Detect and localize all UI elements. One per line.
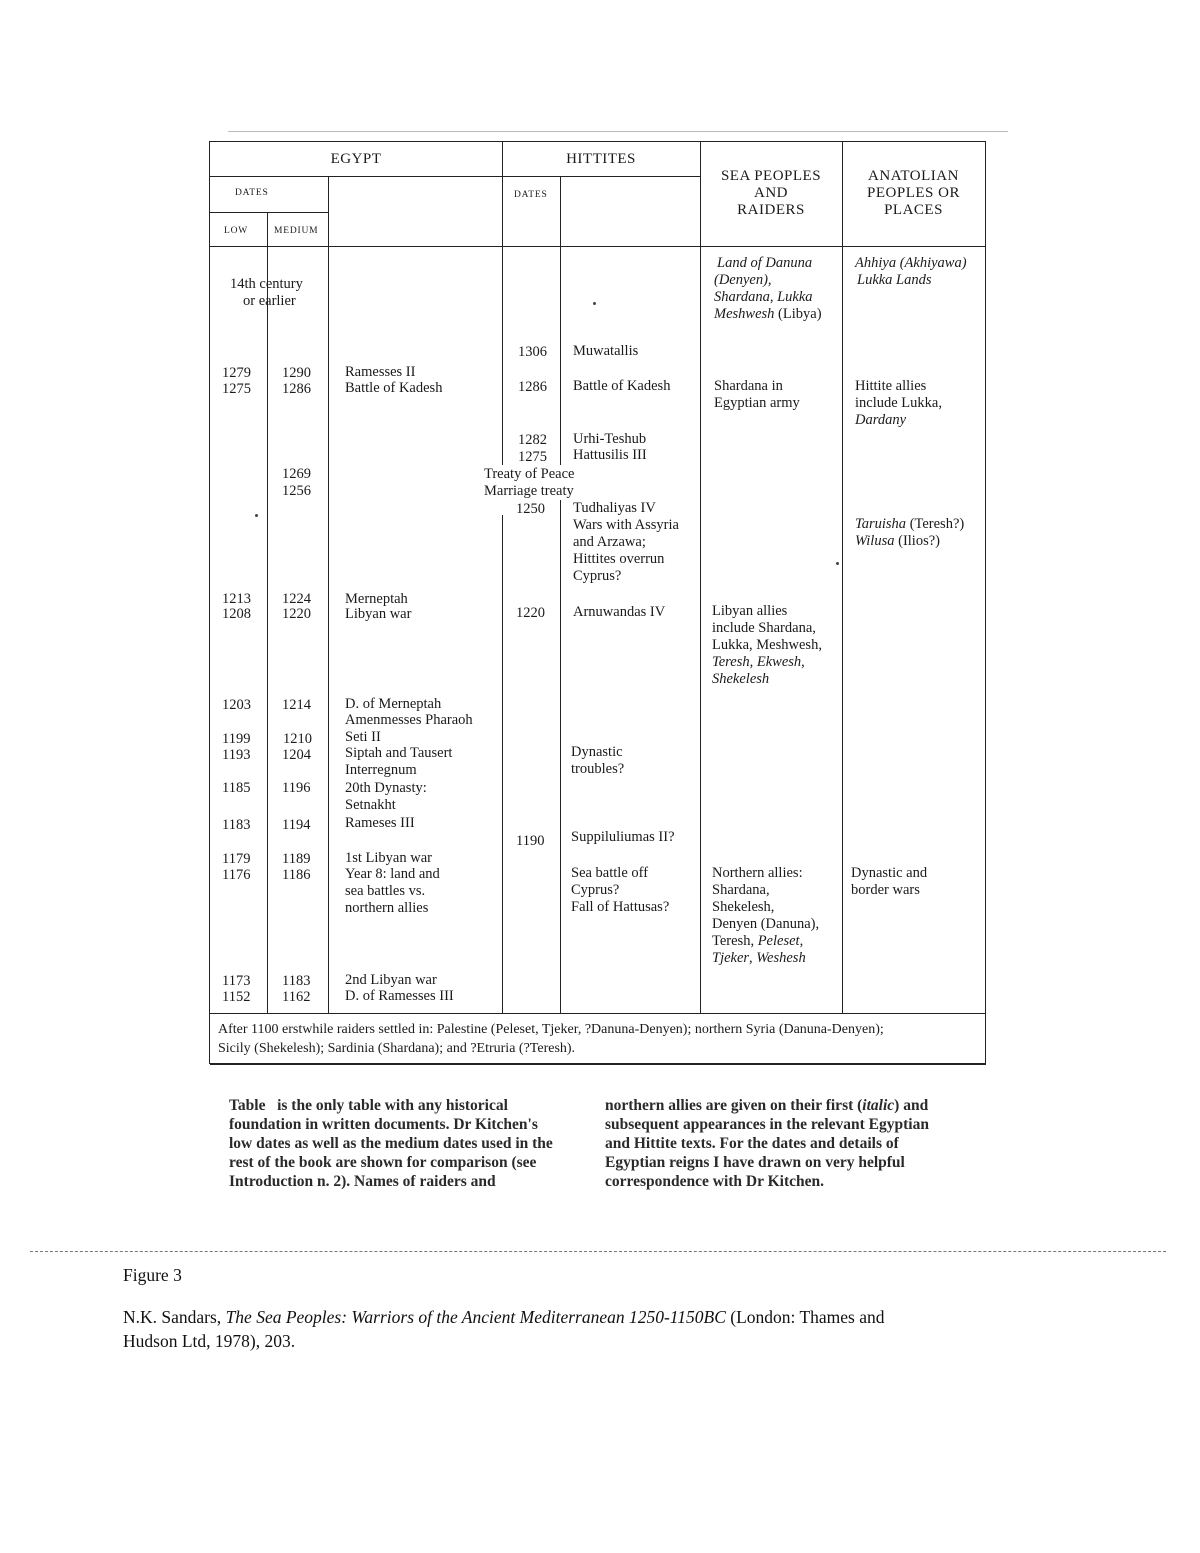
table-cell: 1286 bbox=[282, 381, 311, 397]
table-cell: Lukka, Meshwesh, bbox=[712, 637, 822, 653]
table-cell: 1186 bbox=[282, 867, 311, 883]
col-divider-sea-anatolian bbox=[842, 141, 843, 1013]
table-cell: 1275 bbox=[518, 449, 547, 465]
table-cell: 1179 bbox=[222, 851, 251, 867]
table-cell: Fall of Hattusas? bbox=[571, 899, 670, 915]
table-cell: Ramesses II bbox=[345, 364, 416, 380]
table-right-border bbox=[985, 141, 986, 1064]
low-header: LOW bbox=[224, 226, 249, 236]
egypt-dates-header: DATES bbox=[235, 188, 269, 198]
col-divider-egypt-hittites bbox=[502, 515, 503, 1013]
table-cell: Egyptian army bbox=[714, 395, 800, 411]
table-cell: 1196 bbox=[282, 780, 311, 796]
col-divider-low-medium bbox=[267, 212, 268, 246]
table-cell: Hittites overrun bbox=[573, 551, 665, 567]
table-cell: Urhi-Teshub bbox=[573, 431, 647, 447]
table-cell: Dynastic and bbox=[851, 865, 928, 881]
table-cell: include Lukka, bbox=[855, 395, 942, 411]
scan-speck bbox=[593, 302, 596, 305]
table-cell: Dardany bbox=[855, 412, 907, 428]
page-divider bbox=[30, 1251, 1166, 1252]
table-cell: Setnakht bbox=[345, 797, 396, 813]
egypt-header: EGYPT bbox=[330, 151, 382, 167]
table-cell: 1173 bbox=[222, 973, 251, 989]
table-cell: 1306 bbox=[518, 344, 547, 360]
table-cell: 1220 bbox=[516, 605, 545, 621]
table-cell: 1193 bbox=[222, 747, 251, 763]
table-cell: Libyan war bbox=[345, 606, 412, 622]
table-cell: troubles? bbox=[571, 761, 625, 777]
table-cell: 1183 bbox=[222, 817, 251, 833]
table-cell: Arnuwandas IV bbox=[573, 604, 666, 620]
table-cell: Siptah and Tausert bbox=[345, 745, 453, 761]
table-cell: border wars bbox=[851, 882, 920, 898]
egypt-header-underline bbox=[210, 176, 502, 177]
table-cell: sea battles vs. bbox=[345, 883, 426, 899]
table-cell: Libyan allies bbox=[712, 603, 788, 619]
table-cell: Muwatallis bbox=[573, 343, 639, 359]
table-cell: 1224 bbox=[282, 591, 311, 607]
table-cell: Shardana, bbox=[712, 882, 770, 898]
table-cell: 1183 bbox=[282, 973, 311, 989]
scan-speck bbox=[255, 514, 258, 517]
table-cell: 1279 bbox=[222, 365, 251, 381]
table-cell: 1214 bbox=[282, 697, 311, 713]
table-cell: 1190 bbox=[516, 833, 545, 849]
header-bottom-rule bbox=[210, 246, 986, 247]
table-cell: Northern allies: bbox=[712, 865, 803, 881]
col-divider-hittite-dates bbox=[560, 176, 561, 465]
hittites-header: HITTITES bbox=[566, 151, 636, 167]
table-cell: 1199 bbox=[222, 731, 251, 747]
col-divider-low-medium bbox=[267, 246, 268, 1013]
table-cell: Seti II bbox=[345, 729, 381, 745]
table-cell: 1269 bbox=[282, 466, 311, 482]
table-cell: D. of Merneptah bbox=[345, 696, 442, 712]
figure-label: Figure 3 bbox=[123, 1265, 182, 1285]
col-divider-hittites-sea bbox=[700, 141, 701, 1013]
table-cell: Shardana in bbox=[714, 378, 783, 394]
table-cell: Amenmesses Pharaoh bbox=[345, 712, 473, 728]
table-cell: Hittite allies bbox=[855, 378, 927, 394]
footer-divider bbox=[210, 1013, 986, 1014]
table-cell: Teresh, Peleset, bbox=[712, 933, 804, 949]
table-cell: 1290 bbox=[282, 365, 311, 381]
table-cell: Battle of Kadesh bbox=[345, 380, 443, 396]
scan-line-top bbox=[228, 131, 1008, 132]
table-cell: Denyen (Danuna), bbox=[712, 916, 820, 932]
table-cell: Interregnum bbox=[345, 762, 417, 778]
table-cell: 1282 bbox=[518, 432, 547, 448]
table-cell: northern allies bbox=[345, 900, 429, 916]
table-cell: Wilusa (Ilios?) bbox=[855, 533, 940, 549]
table-cell: 1162 bbox=[282, 989, 311, 1005]
table-cell: Cyprus? bbox=[571, 882, 620, 898]
table-cell: 1250 bbox=[516, 501, 545, 517]
table-cell: 1213 bbox=[222, 591, 251, 607]
scan-speck bbox=[836, 562, 839, 565]
table-top-border bbox=[210, 141, 986, 142]
table-cell: Shekelesh, bbox=[712, 899, 775, 915]
table-cell: Shekelesh bbox=[712, 671, 770, 687]
table-cell: 1176 bbox=[222, 867, 251, 883]
table-cell: 1256 bbox=[282, 483, 311, 499]
table-cell: Wars with Assyria bbox=[573, 517, 679, 533]
table-cell: Tjeker, Weshesh bbox=[712, 950, 806, 966]
table-cell: Hattusilis III bbox=[573, 447, 647, 463]
table-cell: 1185 bbox=[222, 780, 251, 796]
table-cell: 1286 bbox=[518, 379, 547, 395]
table-cell: 1204 bbox=[282, 747, 311, 763]
table-left-border bbox=[209, 141, 210, 1064]
table-cell: and Arzawa; bbox=[573, 534, 646, 550]
col-divider-dates-events bbox=[328, 176, 329, 1013]
table-cell: Suppiluliumas II? bbox=[571, 829, 675, 845]
table-cell: Rameses III bbox=[345, 815, 415, 831]
table-cell: 1203 bbox=[222, 697, 251, 713]
table-cell: Merneptah bbox=[345, 591, 408, 607]
table-cell: D. of Ramesses III bbox=[345, 988, 454, 1004]
table-cell: Taruisha (Teresh?) bbox=[855, 516, 965, 532]
table-cell: Battle of Kadesh bbox=[573, 378, 671, 394]
medium-header: MEDIUM bbox=[274, 226, 319, 236]
table-cell: Teresh, Ekwesh, bbox=[712, 654, 805, 670]
table-cell: 1208 bbox=[222, 606, 251, 622]
table-cell: Tudhaliyas IV bbox=[573, 500, 656, 516]
table-cell: Year 8: land and bbox=[345, 866, 440, 882]
table-cell: 2nd Libyan war bbox=[345, 972, 437, 988]
table-cell: 1220 bbox=[282, 606, 311, 622]
col-divider-hittite-dates bbox=[560, 500, 561, 1013]
col-divider-egypt-hittites bbox=[502, 141, 503, 465]
table-cell: 1152 bbox=[222, 989, 251, 1005]
hittite-dates-header: DATES bbox=[514, 190, 548, 200]
table-bottom-border bbox=[210, 1063, 986, 1065]
table-cell: Sea battle off bbox=[571, 865, 649, 881]
hittites-header-underline bbox=[502, 176, 700, 177]
table-cell: include Shardana, bbox=[712, 620, 816, 636]
table-cell: 1210 bbox=[283, 731, 312, 747]
dates-underline bbox=[210, 212, 328, 213]
table-cell: 1189 bbox=[282, 851, 311, 867]
table-cell: 1194 bbox=[282, 817, 311, 833]
table-cell: Dynastic bbox=[571, 744, 623, 760]
table-cell: 1st Libyan war bbox=[345, 850, 432, 866]
table-cell: Cyprus? bbox=[573, 568, 622, 584]
table-cell: 1275 bbox=[222, 381, 251, 397]
table-cell: 20th Dynasty: bbox=[345, 780, 427, 796]
